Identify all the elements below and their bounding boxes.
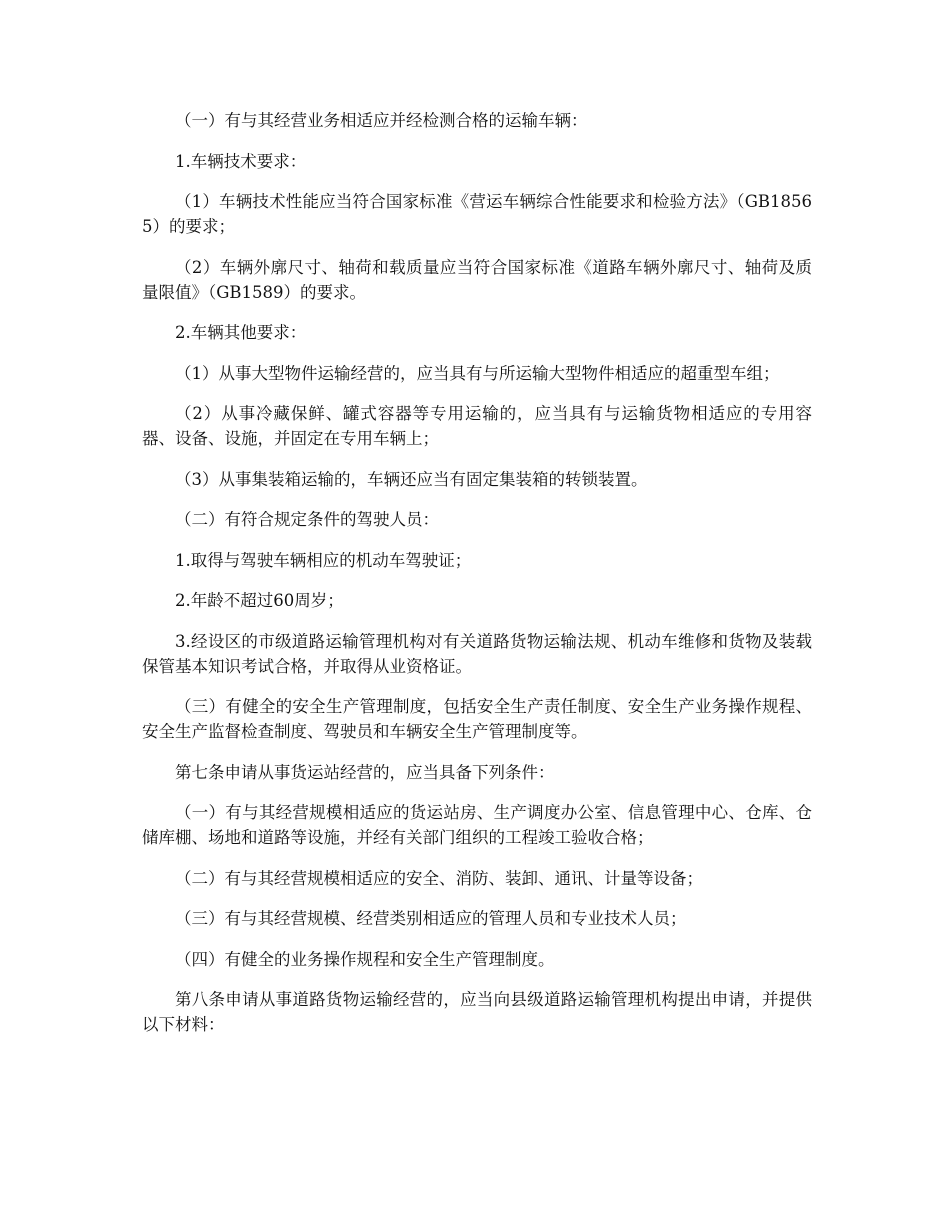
- paragraph-14: 第七条申请从事货运站经营的，应当具备下列条件：: [175, 762, 555, 782]
- paragraph-4: （2）车辆外廓尺寸、轴荷和载质量应当符合国家标准《道路车辆外廓尺寸、轴荷及质量限值》（GB1589）的要求。: [142, 257, 812, 302]
- paragraph-2: 1.车辆技术要求：: [175, 151, 307, 171]
- paragraph-15: （一）有与其经营规模相适应的货运站房、生产调度办公室、信息管理中心、仓库、仓储库棚、场地和道路等设施，并经有关部门组织的工程竣工验收合格；: [142, 803, 812, 847]
- paragraph-11: 2.年龄不超过60周岁；: [175, 591, 344, 610]
- paragraph-10: 1.取得与驾驶车辆相应的机动车驾驶证；: [175, 550, 472, 570]
- paragraph-12: 3.经设区的市级道路运输管理机构对有关道路货物运输法规、机动车维修和货物及装载保管基本知识考试合格，并取得从业资格证。: [142, 631, 812, 676]
- paragraph-6: （1）从事大型物件运输经营的，应当具有与所运输大型物件相适应的超重型车组；: [175, 363, 780, 383]
- paragraph-1: （一）有与其经营业务相适应并经检测合格的运输车辆：: [175, 111, 588, 130]
- paragraph-19: 第八条申请从事道路货物运输经营的，应当向县级道路运输管理机构提出申请，并提供以下材料：: [142, 990, 812, 1034]
- paragraph-8: （3）从事集装箱运输的，车辆还应当有固定集装箱的转锁装置。: [175, 469, 648, 489]
- paragraph-3: （1）车辆技术性能应当符合国家标准《营运车辆综合性能要求和检验方法》（GB18565）的要求；: [142, 192, 812, 236]
- paragraph-18: （四）有健全的业务操作规程和安全生产管理制度。: [175, 949, 555, 969]
- paragraph-9: （二）有符合规定条件的驾驶人员：: [175, 510, 439, 529]
- paragraph-7: （2）从事冷藏保鲜、罐式容器等专用运输的，应当具有与运输货物相适应的专用容器、设备、设施，并固定在专用车辆上；: [142, 404, 812, 448]
- paragraph-16: （二）有与其经营规模相适应的安全、消防、装卸、通讯、计量等设备；: [175, 868, 703, 888]
- document-page: [142, 108, 812, 1053]
- paragraph-13: （三）有健全的安全生产管理制度，包括安全生产责任制度、安全生产业务操作规程、安全生产监督检查制度、驾驶员和车辆安全生产管理制度等。: [142, 697, 812, 741]
- paragraph-17: （三）有与其经营规模、经营类别相适应的管理人员和专业技术人员；: [175, 909, 687, 928]
- paragraph-5: 2.车辆其他要求：: [175, 323, 307, 342]
